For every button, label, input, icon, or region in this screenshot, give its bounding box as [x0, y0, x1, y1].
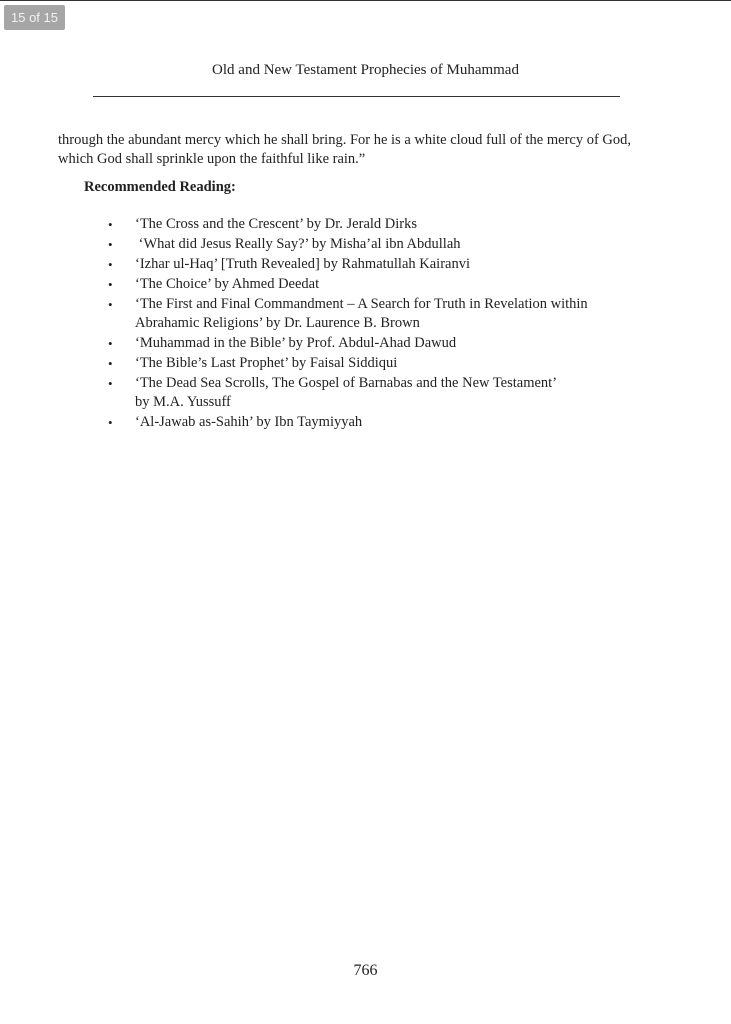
- list-item: [108, 255, 668, 274]
- header-rule: [93, 96, 620, 97]
- body-paragraph: [58, 131, 678, 169]
- running-header: Old and New Testament Prophecies of Muhammad: [212, 62, 519, 78]
- recommended-reading-list: [108, 215, 668, 433]
- list-item: [108, 235, 668, 254]
- list-item-text-continued: Abrahamic Religions’ by Dr. Laurence B. Brown: [135, 315, 420, 331]
- list-item-text: ‘Al-Jawab as-Sahih’ by Ibn Taymiyyah: [135, 414, 363, 430]
- list-item: [108, 215, 668, 234]
- recommended-reading-heading: Recommended Reading:: [84, 179, 236, 195]
- list-item-text: ‘The Bible’s Last Prophet’ by Faisal Siddiqui: [135, 355, 398, 371]
- paragraph-line: through the abundant mercy which he shall bring. For he is a white cloud full of the mercy of God,: [58, 132, 632, 148]
- list-item: [108, 413, 668, 432]
- list-item: [108, 354, 668, 373]
- page-indicator: 15 of 15: [4, 5, 65, 30]
- page-number: 766: [353, 962, 378, 979]
- list-item-text: ‘Izhar ul-Haq’ [Truth Revealed] by Rahmatullah Kairanvi: [135, 256, 471, 272]
- list-item: [108, 374, 668, 412]
- list-item-text: ‘What did Jesus Really Say?’ by Misha’al ibn Abdullah: [135, 236, 461, 252]
- top-border: [0, 0, 731, 1]
- bullet-icon: •: [108, 415, 113, 430]
- list-item: [108, 295, 668, 333]
- list-item-text: ‘Muhammad in the Bible’ by Prof. Abdul-Ahad Dawud: [135, 335, 457, 351]
- paragraph-line: which God shall sprinkle upon the faithful like rain.”: [58, 151, 366, 167]
- list-item: [108, 334, 668, 353]
- bullet-icon: •: [108, 277, 113, 292]
- bullet-icon: •: [108, 376, 113, 391]
- list-item-text: ‘The First and Final Commandment – A Search for Truth in Revelation within: [135, 296, 588, 312]
- list-item: [108, 275, 668, 294]
- bullet-icon: •: [108, 336, 113, 351]
- bullet-icon: •: [108, 237, 113, 252]
- list-item-text-continued: by M.A. Yussuff: [135, 394, 231, 410]
- list-item-text: ‘The Cross and the Crescent’ by Dr. Jerald Dirks: [135, 216, 418, 232]
- bullet-icon: •: [108, 257, 113, 272]
- list-item-text: ‘The Dead Sea Scrolls, The Gospel of Barnabas and the New Testament’: [135, 375, 558, 391]
- bullet-icon: •: [108, 297, 113, 312]
- list-item-text: ‘The Choice’ by Ahmed Deedat: [135, 276, 320, 292]
- bullet-icon: •: [108, 356, 113, 371]
- bullet-icon: •: [108, 217, 113, 232]
